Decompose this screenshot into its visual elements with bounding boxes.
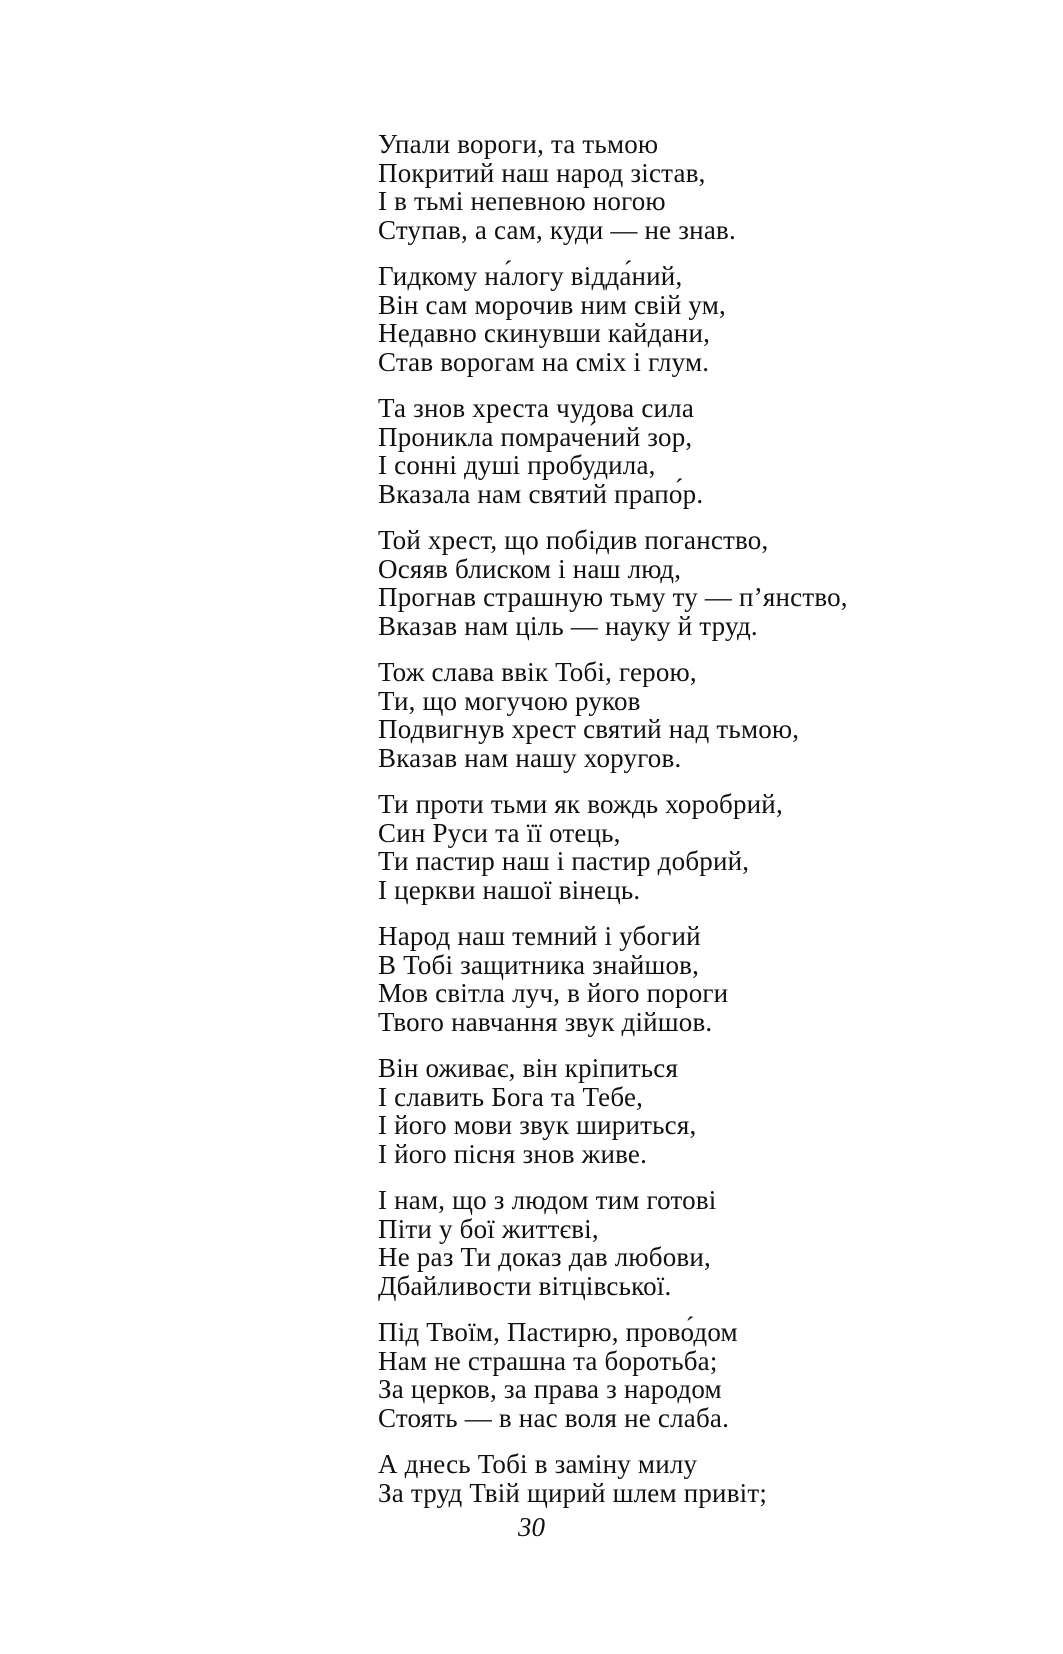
poem-line: Осяяв блиском і наш люд, bbox=[378, 553, 682, 584]
poem-line: Не раз Ти доказ дав любови, bbox=[378, 1242, 711, 1272]
poem-line: Та знов хреста чудова сила bbox=[378, 393, 695, 423]
poem-line: Ступав, а сам, куди — не знав. bbox=[378, 214, 736, 245]
poem-line: Недавно скинувши кайдани, bbox=[378, 318, 711, 348]
poem-line: А днесь Тобі в заміну милу bbox=[378, 1449, 698, 1479]
poem-line: Син Руси та її отець, bbox=[378, 817, 621, 848]
stanza bbox=[378, 1450, 998, 1507]
poem-line: Прогнав страшную тьму ту — п’янство, bbox=[378, 582, 848, 612]
stanza bbox=[378, 526, 998, 640]
poem-line: Під Твоїм, Пастирю, прово́дом bbox=[378, 1317, 738, 1347]
poem-line: І в тьмі непевною ногою bbox=[378, 186, 666, 216]
stanza bbox=[378, 1318, 998, 1432]
poem-line: Мов світла луч, в його пороги bbox=[378, 978, 729, 1008]
stanza bbox=[378, 922, 998, 1036]
poem-line: І славить Бога та Тебе, bbox=[378, 1081, 644, 1112]
poem-line: Вказала нам святий прапо́р. bbox=[378, 478, 704, 509]
poem-line: Вказав нам ціль — науку й труд. bbox=[378, 610, 758, 641]
poem-line: Покритий наш народ зістав, bbox=[378, 157, 706, 188]
stanza bbox=[378, 658, 998, 772]
poem-line: Стоять — в нас воля не слаба. bbox=[378, 1402, 730, 1433]
poem-line: Тож слава ввік Тобі, герою, bbox=[378, 657, 697, 687]
poem-line: Став ворогам на сміх і глум. bbox=[378, 346, 710, 377]
stanza bbox=[378, 130, 998, 244]
poem-line: Дбайливости вітцівської. bbox=[378, 1270, 672, 1301]
poem-line: За церков, за права з народом bbox=[378, 1374, 722, 1404]
poem-line: За труд Твій щирий шлем привіт; bbox=[378, 1477, 768, 1508]
poem-line: Гидкому на́логу відда́ний, bbox=[378, 261, 683, 291]
poem-line: І його мови звук шириться, bbox=[378, 1110, 697, 1140]
stanza bbox=[378, 394, 998, 508]
poem-line: Той хрест, що побідив поганство, bbox=[378, 525, 769, 555]
poem-line: Ти пастир наш і пастир добрий, bbox=[378, 846, 750, 876]
poem-line: І сонні душі пробудила, bbox=[378, 450, 656, 480]
poem-line: Він сам морочив ним свій ум, bbox=[378, 289, 727, 320]
poem-line: Упали вороги, та тьмою bbox=[378, 129, 659, 159]
poem-line: В Тобі защитника знайшов, bbox=[378, 949, 700, 980]
poem-line: Він оживає, він кріпиться bbox=[378, 1053, 679, 1083]
stanza bbox=[378, 262, 998, 376]
poem-line: Подвигнув хрест святий над тьмою, bbox=[378, 714, 800, 744]
poem-line: Нам не страшна та боротьба; bbox=[378, 1345, 718, 1376]
page-number: 30 bbox=[518, 1512, 545, 1542]
stanza bbox=[378, 1054, 998, 1168]
poem-line: Ти, що могучою руков bbox=[378, 685, 641, 716]
stanza bbox=[378, 1186, 998, 1300]
poem-line: Твого навчання звук дійшов. bbox=[378, 1006, 713, 1037]
poem-line: Народ наш темний і убогий bbox=[378, 921, 701, 951]
poem-line: Піти у бої життєві, bbox=[378, 1213, 599, 1244]
poem-line: І церкви нашої вінець. bbox=[378, 874, 641, 905]
poem-line: І нам, що з людом тим готові bbox=[378, 1185, 717, 1215]
poem-line: Вказав нам нашу хоругов. bbox=[378, 742, 682, 773]
stanza bbox=[378, 790, 998, 904]
poem-body bbox=[378, 130, 998, 1525]
poem-line: Ти проти тьми як вождь хоробрий, bbox=[378, 789, 783, 819]
poem-line: Проникла помраче́ний зор, bbox=[378, 421, 693, 452]
poem-line: І його пісня знов живе. bbox=[378, 1138, 648, 1169]
